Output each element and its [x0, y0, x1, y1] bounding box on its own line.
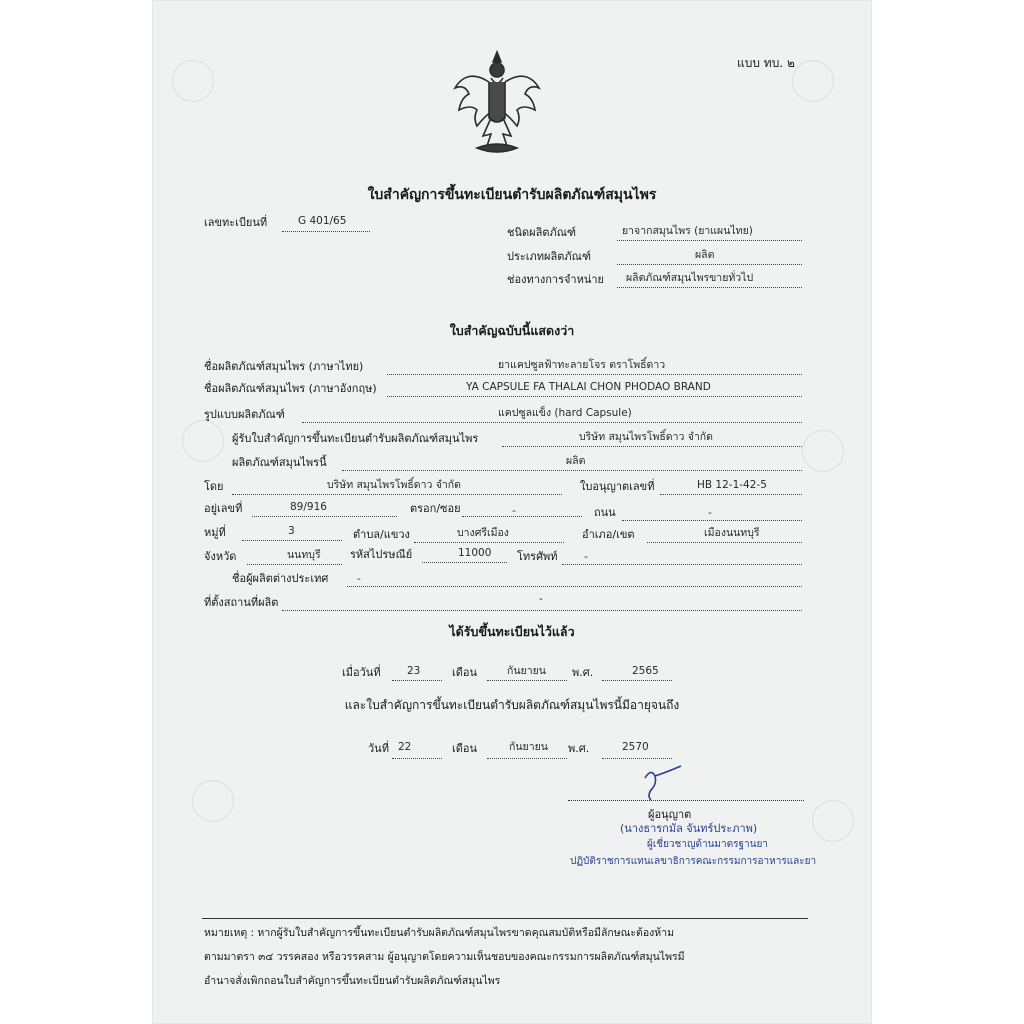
signature-line [568, 800, 804, 801]
reg-date-year: 2565 [632, 665, 659, 677]
registration-value: G 401/65 [298, 215, 347, 227]
fill-line [392, 758, 442, 759]
reg-date-day: 23 [407, 665, 421, 677]
watermark-seal-icon [182, 420, 224, 462]
certificate-title: ใบสำคัญการขึ้นทะเบียนตำรับผลิตภัณฑ์สมุนไพร [367, 187, 657, 203]
name-en-label: ชื่อผลิตภัณฑ์สมุนไพร (ภาษาอังกฤษ) [204, 382, 377, 395]
exp-date-month-label: เดือน [452, 742, 478, 755]
product-is-label: ผลิตภัณฑ์สมุนไพรนี้ [232, 456, 327, 469]
fill-line [392, 680, 442, 681]
fill-line [487, 758, 567, 759]
remark-line-3: อำนาจสั่งเพิกถอนใบสำคัญการขึ้นทะเบียนตำรับผลิตภัณฑ์สมุนไพร [204, 975, 501, 987]
product-category-label: ประเภทผลิตภัณฑ์ [507, 250, 591, 263]
fill-line [282, 231, 370, 232]
reg-date-month: กันยายน [507, 665, 546, 677]
alley-label: ตรอก/ซอย [410, 502, 461, 515]
fill-line [252, 516, 397, 517]
fill-line [647, 542, 802, 543]
dosage-form-label: รูปแบบผลิตภัณฑ์ [204, 408, 285, 421]
product-kind-label: ชนิดผลิตภัณฑ์ [507, 226, 577, 239]
fill-line [660, 494, 802, 495]
phone-value: - [584, 551, 588, 563]
address-no-label: อยู่เลขที่ [204, 502, 243, 515]
fill-line [617, 240, 802, 241]
foreign-maker-value: - [357, 573, 361, 585]
fill-line [422, 562, 507, 563]
name-th-label: ชื่อผลิตภัณฑ์สมุนไพร (ภาษาไทย) [204, 360, 364, 373]
license-no-label: ใบอนุญาตเลขที่ [580, 480, 655, 493]
plant-location-value: - [539, 593, 543, 605]
fill-line [414, 542, 564, 543]
product-category-value: ผลิต [695, 249, 715, 261]
form-code: แบบ ทบ. ๒ [737, 56, 795, 70]
fill-line [617, 287, 802, 288]
fill-line [342, 470, 802, 471]
fill-line [387, 374, 802, 375]
exp-date-day: 22 [398, 741, 412, 753]
subdistrict-label: ตำบล/แขวง [353, 528, 410, 541]
province-label: จังหวัด [204, 550, 237, 563]
signatory-acting: ปฏิบัติราชการแทนเลขาธิการคณะกรรมการอาหารและยา [570, 856, 817, 867]
fill-line [617, 264, 802, 265]
reg-date-on-label: เมื่อวันที่ [342, 666, 381, 679]
watermark-seal-icon [192, 780, 234, 822]
watermark-seal-icon [802, 430, 844, 472]
certify-heading: ใบสำคัญฉบับนี้แสดงว่า [449, 323, 575, 338]
fill-line [622, 520, 802, 521]
garuda-emblem-icon [447, 48, 547, 156]
fill-line [602, 758, 672, 759]
distribution-channel-label: ช่องทางการจำหน่าย [507, 273, 605, 286]
reg-date-month-label: เดือน [452, 666, 478, 679]
exp-date-year: 2570 [622, 741, 649, 753]
district-value: เมืองนนทบุรี [704, 527, 760, 539]
subdistrict-value: บางศรีเมือง [457, 527, 509, 539]
address-no-value: 89/916 [290, 501, 327, 513]
fill-line [242, 540, 342, 541]
moo-value: 3 [288, 525, 295, 537]
fill-line [602, 680, 672, 681]
fill-line [232, 494, 562, 495]
fill-line [502, 446, 802, 447]
alley-value: - [512, 505, 516, 517]
name-th-value: ยาแคปซูลฟ้าทะลายโจร ตราโพธิ์ดาว [498, 359, 666, 371]
road-value: - [708, 507, 712, 519]
phone-label: โทรศัพท์ [517, 550, 558, 563]
certificate-page [152, 0, 872, 1024]
province-value: นนทบุรี [287, 549, 321, 561]
remark-line-2: ตามมาตรา ๓๔ วรรคสอง หรือวรรคสาม ผู้อนุญาตโดยความเห็นชอบของคณะกรรมการผลิตภัณฑ์สมุนไพรมี [204, 951, 685, 963]
district-label: อำเภอ/เขต [582, 528, 635, 541]
dosage-form-value: แคปซูลแข็ง (hard Capsule) [498, 407, 632, 419]
watermark-seal-icon [792, 60, 834, 102]
fill-line [487, 680, 567, 681]
fill-line [562, 564, 802, 565]
remark-separator [202, 918, 808, 919]
valid-until-text: และใบสำคัญการขึ้นทะเบียนตำรับผลิตภัณฑ์สมุนไพรนี้มีอายุจนถึง [344, 698, 680, 712]
fill-line [247, 564, 342, 565]
postal-label: รหัสไปรษณีย์ [350, 548, 413, 561]
watermark-seal-icon [172, 60, 214, 102]
licensee-label: ผู้รับใบสำคัญการขึ้นทะเบียนตำรับผลิตภัณฑ์สมุนไพร [232, 432, 479, 445]
fill-line [282, 610, 802, 611]
fill-line [347, 586, 802, 587]
by-value: บริษัท สมุนไพรโพธิ์ดาว จำกัด [327, 479, 461, 491]
plant-location-label: ที่ตั้งสถานที่ผลิต [204, 596, 279, 609]
signatory-name: (นางธารกมัล จันทร์ประภาพ) [620, 822, 758, 835]
signature-icon [637, 760, 687, 802]
registration-label: เลขทะเบียนที่ [204, 216, 268, 229]
license-no-value: HB 12-1-42-5 [697, 479, 767, 491]
fill-line [387, 396, 802, 397]
exp-date-year-label: พ.ศ. [568, 742, 590, 755]
postal-value: 11000 [458, 547, 492, 559]
distribution-channel-value: ผลิตภัณฑ์สมุนไพรขายทั่วไป [626, 272, 754, 284]
reg-date-year-label: พ.ศ. [572, 666, 594, 679]
licensee-value: บริษัท สมุนไพรโพธิ์ดาว จำกัด [579, 431, 713, 443]
registered-heading: ได้รับขึ้นทะเบียนไว้แล้ว [449, 624, 575, 639]
road-label: ถนน [594, 506, 616, 519]
watermark-seal-icon [812, 800, 854, 842]
name-en-value: YA CAPSULE FA THALAI CHON PHODAO BRAND [466, 381, 711, 393]
product-is-value: ผลิต [566, 455, 586, 467]
exp-date-month: กันยายน [509, 741, 548, 753]
moo-label: หมู่ที่ [204, 526, 226, 539]
product-kind-value: ยาจากสมุนไพร (ยาแผนไทย) [622, 225, 753, 237]
signatory-role: ผู้อนุญาต [648, 808, 692, 821]
remark-line-1: หมายเหตุ : หากผู้รับใบสำคัญการขึ้นทะเบียนตำรับผลิตภัณฑ์สมุนไพรขาดคุณสมบัติหรือมีลักษณะต้องห้าม [204, 927, 675, 939]
signatory-title: ผู้เชี่ยวชาญด้านมาตรฐานยา [647, 839, 768, 850]
by-label: โดย [204, 480, 224, 493]
fill-line [302, 422, 802, 423]
exp-date-on-label: วันที่ [368, 742, 389, 755]
foreign-maker-label: ชื่อผู้ผลิตต่างประเทศ [232, 572, 329, 585]
fill-line [462, 516, 582, 517]
